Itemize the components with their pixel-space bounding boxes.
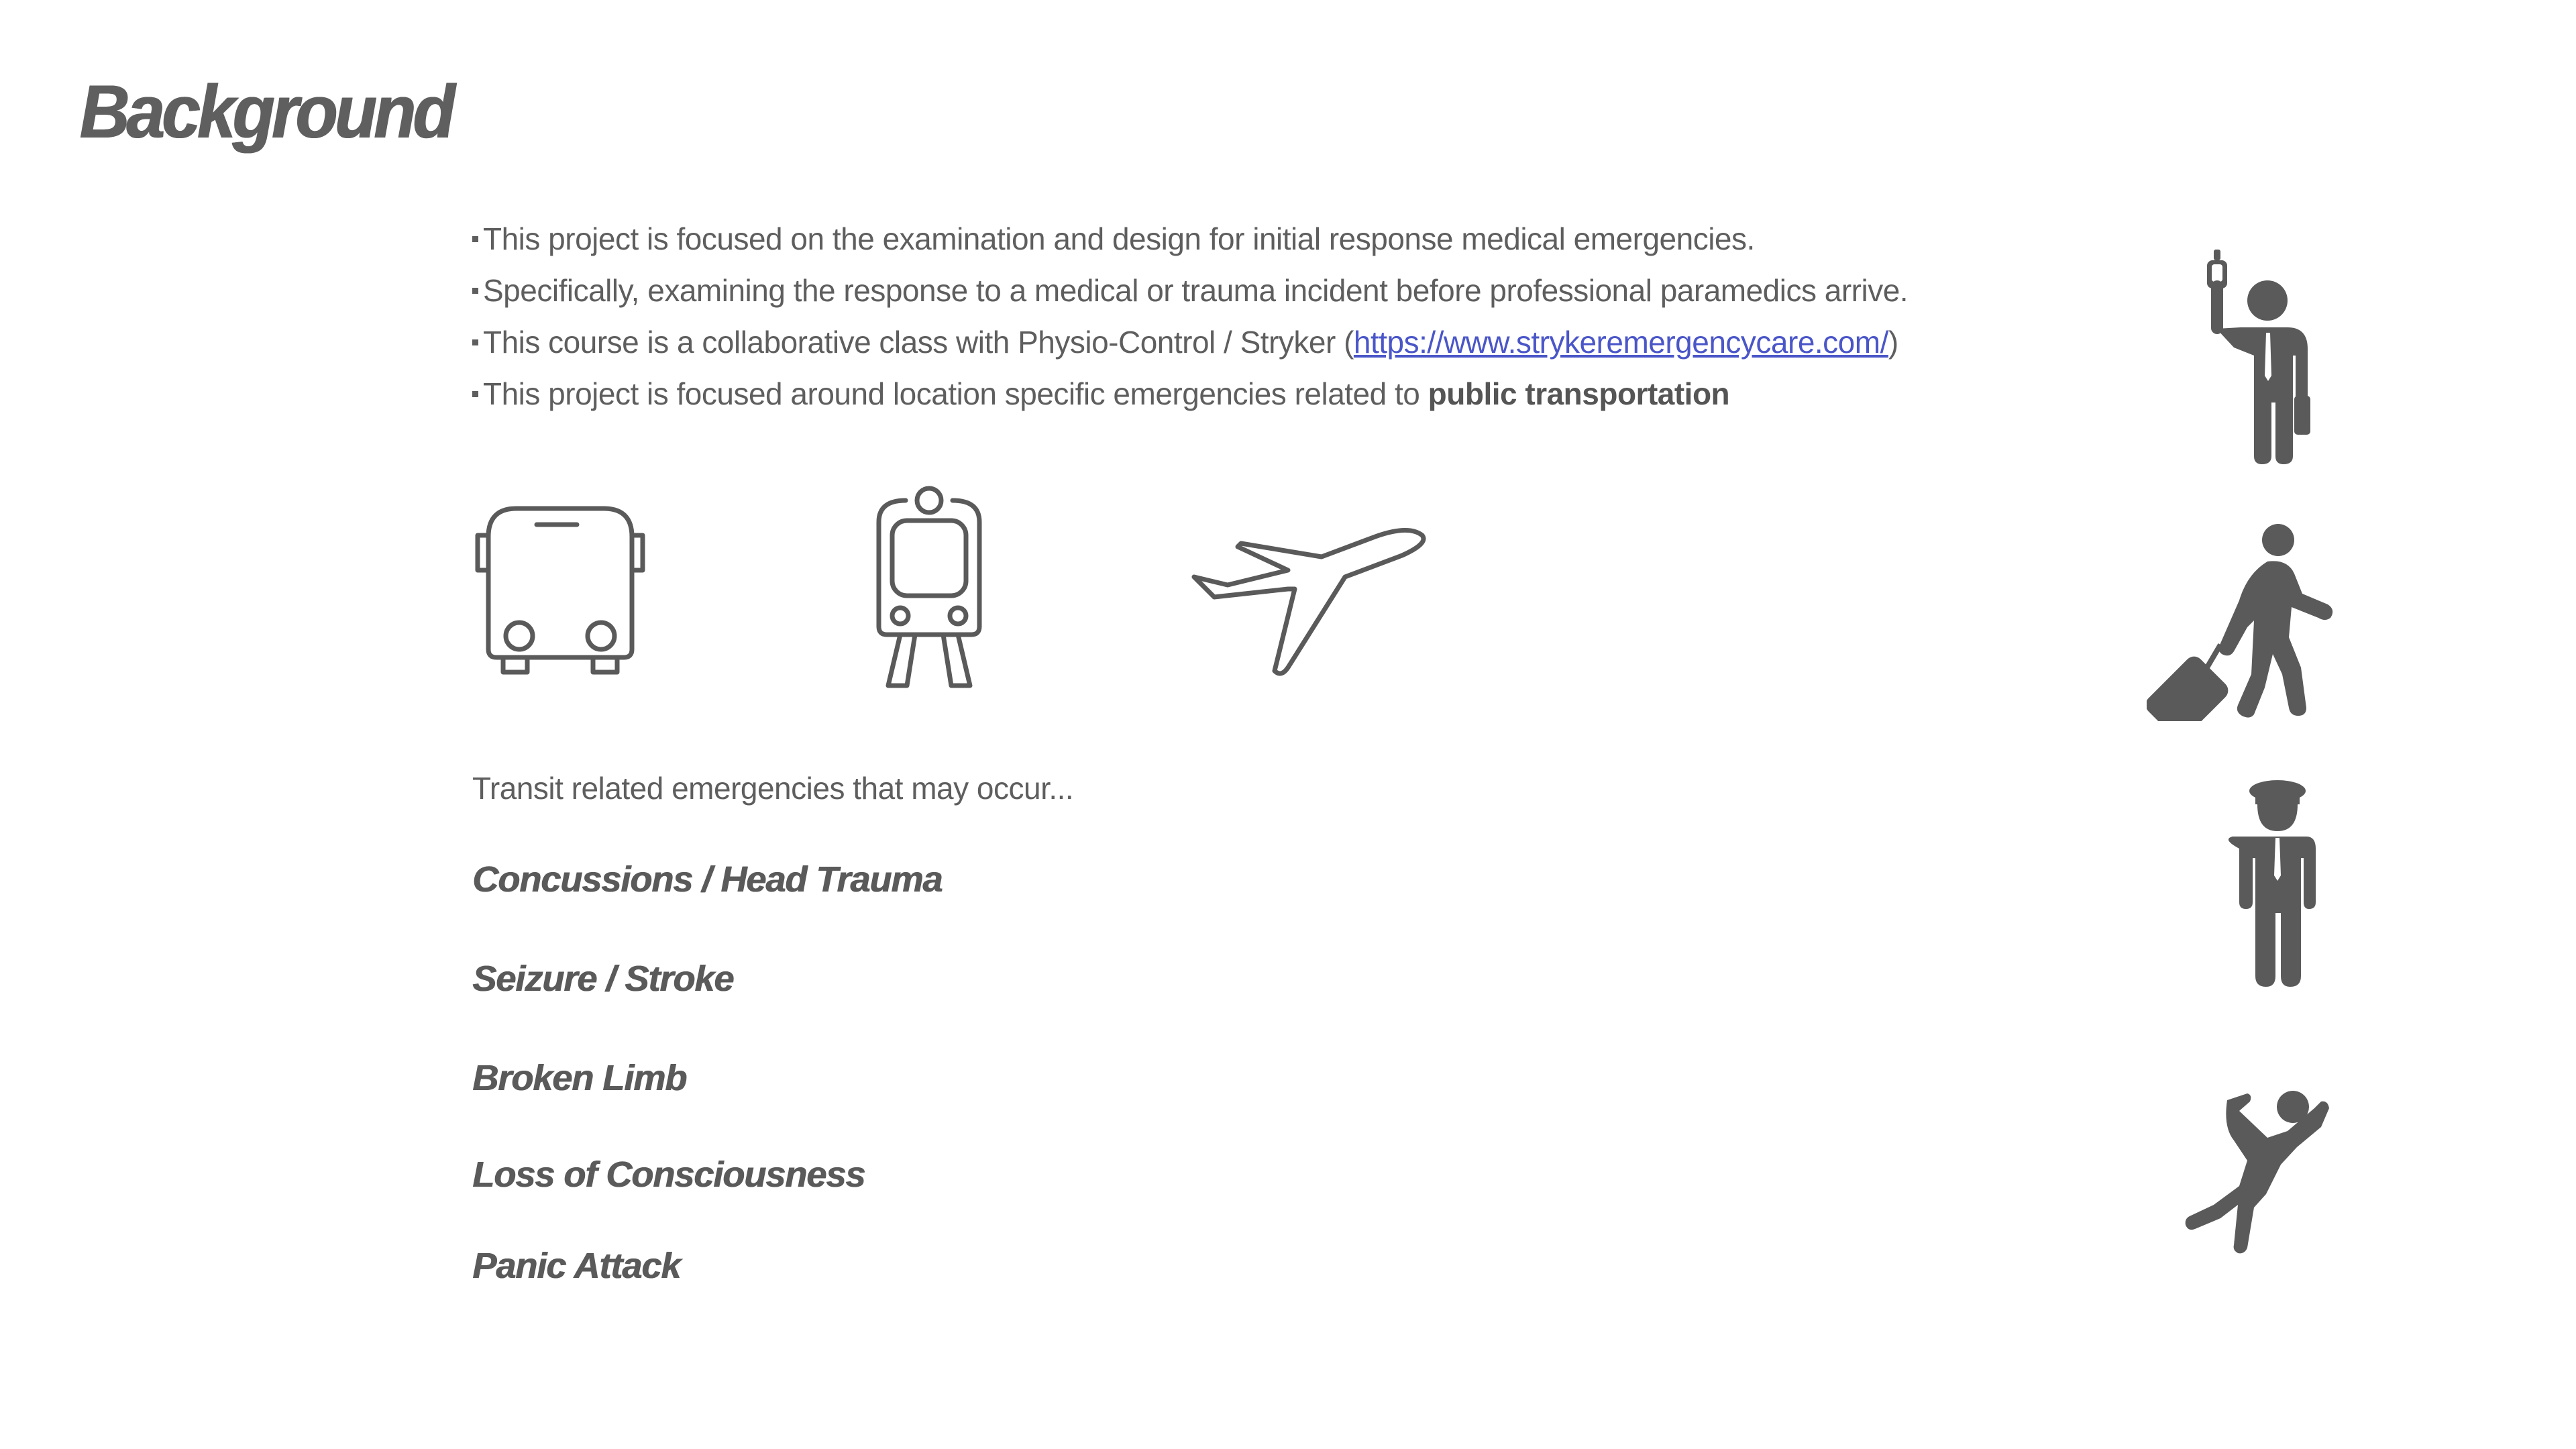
bullet-item bbox=[472, 368, 2149, 420]
emergency-item: Broken Limb bbox=[472, 1058, 687, 1098]
bullet-text: This project is focused around location specific emergencies related to bbox=[483, 376, 1428, 411]
bullet-marker bbox=[472, 391, 478, 397]
bullet-item bbox=[472, 265, 2149, 317]
intro-bullet-list bbox=[472, 213, 2149, 420]
falling-person-icon bbox=[2180, 1073, 2355, 1261]
bullet-text: This project is focused on the examination and design for initial response medical emergencies. bbox=[483, 221, 1755, 256]
stryker-link[interactable]: https://www.strykeremergencycare.com/ bbox=[1353, 325, 1888, 360]
bullet-text-suffix: ) bbox=[1888, 325, 1898, 360]
pilot-icon bbox=[2227, 775, 2328, 989]
traveler-with-luggage-icon bbox=[2147, 520, 2341, 721]
commuter-holding-handle-icon bbox=[2194, 241, 2341, 470]
bullet-marker bbox=[472, 339, 478, 345]
bus-icon bbox=[470, 496, 657, 684]
bullet-marker bbox=[472, 288, 478, 294]
bullet-item bbox=[472, 213, 2149, 265]
slide-title: Background bbox=[79, 70, 452, 154]
train-icon bbox=[865, 482, 993, 696]
bullet-bold-text: public transportation bbox=[1428, 376, 1730, 411]
airplane-icon bbox=[1187, 510, 1436, 684]
bullet-item bbox=[472, 317, 2149, 368]
bullet-text: This course is a collaborative class with Physio-Control / Stryker ( bbox=[483, 325, 1354, 360]
emergency-item: Panic Attack bbox=[472, 1246, 681, 1286]
transit-intro-text: Transit related emergencies that may occur... bbox=[472, 771, 1074, 806]
emergency-item: Concussions / Head Trauma bbox=[472, 859, 943, 900]
emergency-item: Loss of Consciousness bbox=[472, 1155, 865, 1195]
bullet-marker bbox=[472, 236, 478, 242]
emergency-item: Seizure / Stroke bbox=[472, 959, 734, 999]
bullet-text: Specifically, examining the response to a medical or trauma incident before professional paramedics arrive. bbox=[483, 273, 1909, 308]
